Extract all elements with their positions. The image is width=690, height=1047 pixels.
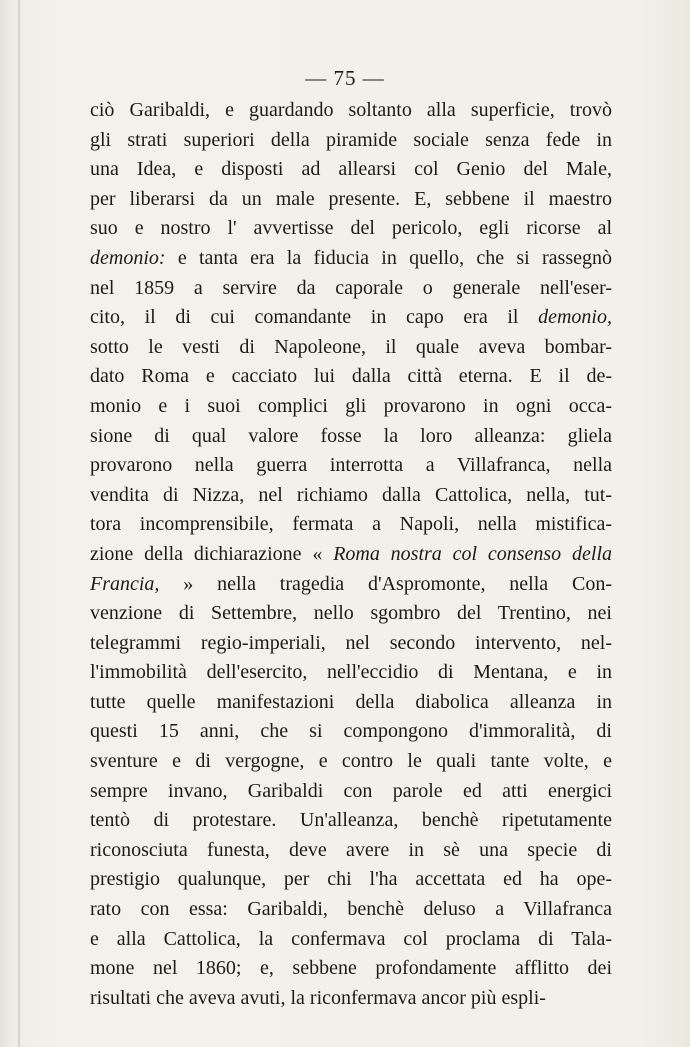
text-segment: telegrammi regio-imperiali, nel secondo intervento, nel-: [90, 631, 612, 654]
text-segment: dato Roma e cacciato lui dalla città eterna. E il de-: [90, 365, 612, 388]
text-segment: nel 1859 a servire da caporale o generale nell'eser-: [90, 276, 612, 299]
text-line: [90, 717, 612, 747]
text-segment: ciò Garibaldi, e guardando soltanto alla superficie, trovò: [90, 99, 612, 121]
text-line: [90, 126, 612, 156]
text-line: [90, 658, 612, 688]
text-segment: e tanta era la fiducia in quello, che si rassegnò: [165, 246, 612, 269]
text-segment: per liberarsi da un male presente. E, sebbene il maestro: [90, 187, 612, 210]
text-line: [90, 214, 612, 244]
text-segment: e alla Cattolica, la confermava col proclama di Tala-: [90, 927, 612, 950]
text-line: [90, 925, 612, 955]
text-line: [90, 96, 612, 126]
text-segment: questi 15 anni, che si compongono d'immoralità, di: [90, 720, 612, 743]
text-line: [90, 303, 612, 333]
text-line: [90, 481, 612, 511]
text-segment: monio e i suoi complici gli provarono in ogni occa-: [90, 394, 612, 417]
text-line: [90, 392, 612, 422]
italic-text-segment: demonio:: [90, 246, 166, 269]
text-line: [90, 333, 612, 363]
text-line: [90, 777, 612, 807]
text-line: [90, 185, 612, 215]
text-line: [90, 510, 612, 540]
italic-text-segment: Francia,: [90, 572, 160, 595]
text-segment: suo e nostro l' avvertisse del pericolo, egli ricorse al: [90, 217, 612, 240]
text-segment: zione della dichiarazione «: [90, 542, 334, 565]
text-line: [90, 954, 612, 984]
text-line: [90, 274, 612, 304]
text-line: [90, 895, 612, 925]
text-segment: sione di qual valore fosse la loro alleanza: gliela: [90, 424, 612, 447]
text-segment: vendita di Nizza, nel richiamo dalla Cattolica, nella, tut-: [90, 483, 612, 506]
text-line: [90, 836, 612, 866]
italic-text-segment: demonio,: [538, 306, 612, 329]
text-line: [90, 244, 612, 274]
text-line: [90, 155, 612, 185]
text-segment: tutte quelle manifestazioni della diabolica alleanza in: [90, 690, 612, 713]
text-line: [90, 570, 612, 600]
text-segment: provarono nella guerra interrotta a Villafranca, nella: [90, 454, 612, 477]
text-line: [90, 451, 612, 481]
text-line: [90, 362, 612, 392]
italic-text-segment: Roma nostra col consenso della: [333, 542, 612, 565]
text-segment: sotto le vesti di Napoleone, il quale aveva bombar-: [90, 335, 612, 358]
text-segment: rato con essa: Garibaldi, benchè deluso a Villafranca: [90, 898, 612, 921]
text-line: [90, 747, 612, 777]
text-segment: tentò di protestare. Un'alleanza, benchè ripetutamente: [90, 809, 612, 832]
text-line: [90, 806, 612, 836]
text-line: [90, 984, 612, 1014]
text-segment: sventure e di vergogne, e contro le quali tante volte, e: [90, 750, 612, 773]
text-segment: tora incomprensibile, fermata a Napoli, nella mistifica-: [90, 513, 612, 536]
text-segment: » nella tragedia d'Aspromonte, nella Con-: [159, 572, 612, 595]
text-line: [90, 422, 612, 452]
text-segment: cito, il di cui comandante in capo era il: [90, 306, 539, 329]
text-segment: venzione di Settembre, nello sgombro del Trentino, nei: [90, 602, 612, 625]
text-segment: sempre invano, Garibaldi con parole ed atti energici: [90, 779, 612, 802]
text-segment: prestigio qualunque, per chi l'ha accettata ed ha ope-: [90, 868, 612, 891]
text-line: [90, 865, 612, 895]
text-segment: una Idea, e disposti ad allearsi col Genio del Male,: [90, 158, 612, 181]
text-segment: riconosciuta funesta, deve avere in sè una specie di: [90, 838, 612, 861]
text-segment: l'immobilità dell'esercito, nell'eccidio di Mentana, e in: [90, 661, 612, 684]
text-line: [90, 599, 612, 629]
page-number: — 75 —: [305, 66, 385, 90]
body-text: [90, 96, 612, 1013]
text-segment: gli strati superiori della piramide sociale senza fede in: [90, 128, 612, 151]
text-segment: risultati che aveva avuti, la riconfermava ancor più espli-: [90, 986, 546, 1009]
page-gutter-shadow: [18, 0, 20, 1047]
text-line: [90, 540, 612, 570]
text-segment: mone nel 1860; e, sebbene profondamente afflitto dei: [90, 957, 612, 980]
text-line: [90, 629, 612, 659]
text-line: [90, 688, 612, 718]
